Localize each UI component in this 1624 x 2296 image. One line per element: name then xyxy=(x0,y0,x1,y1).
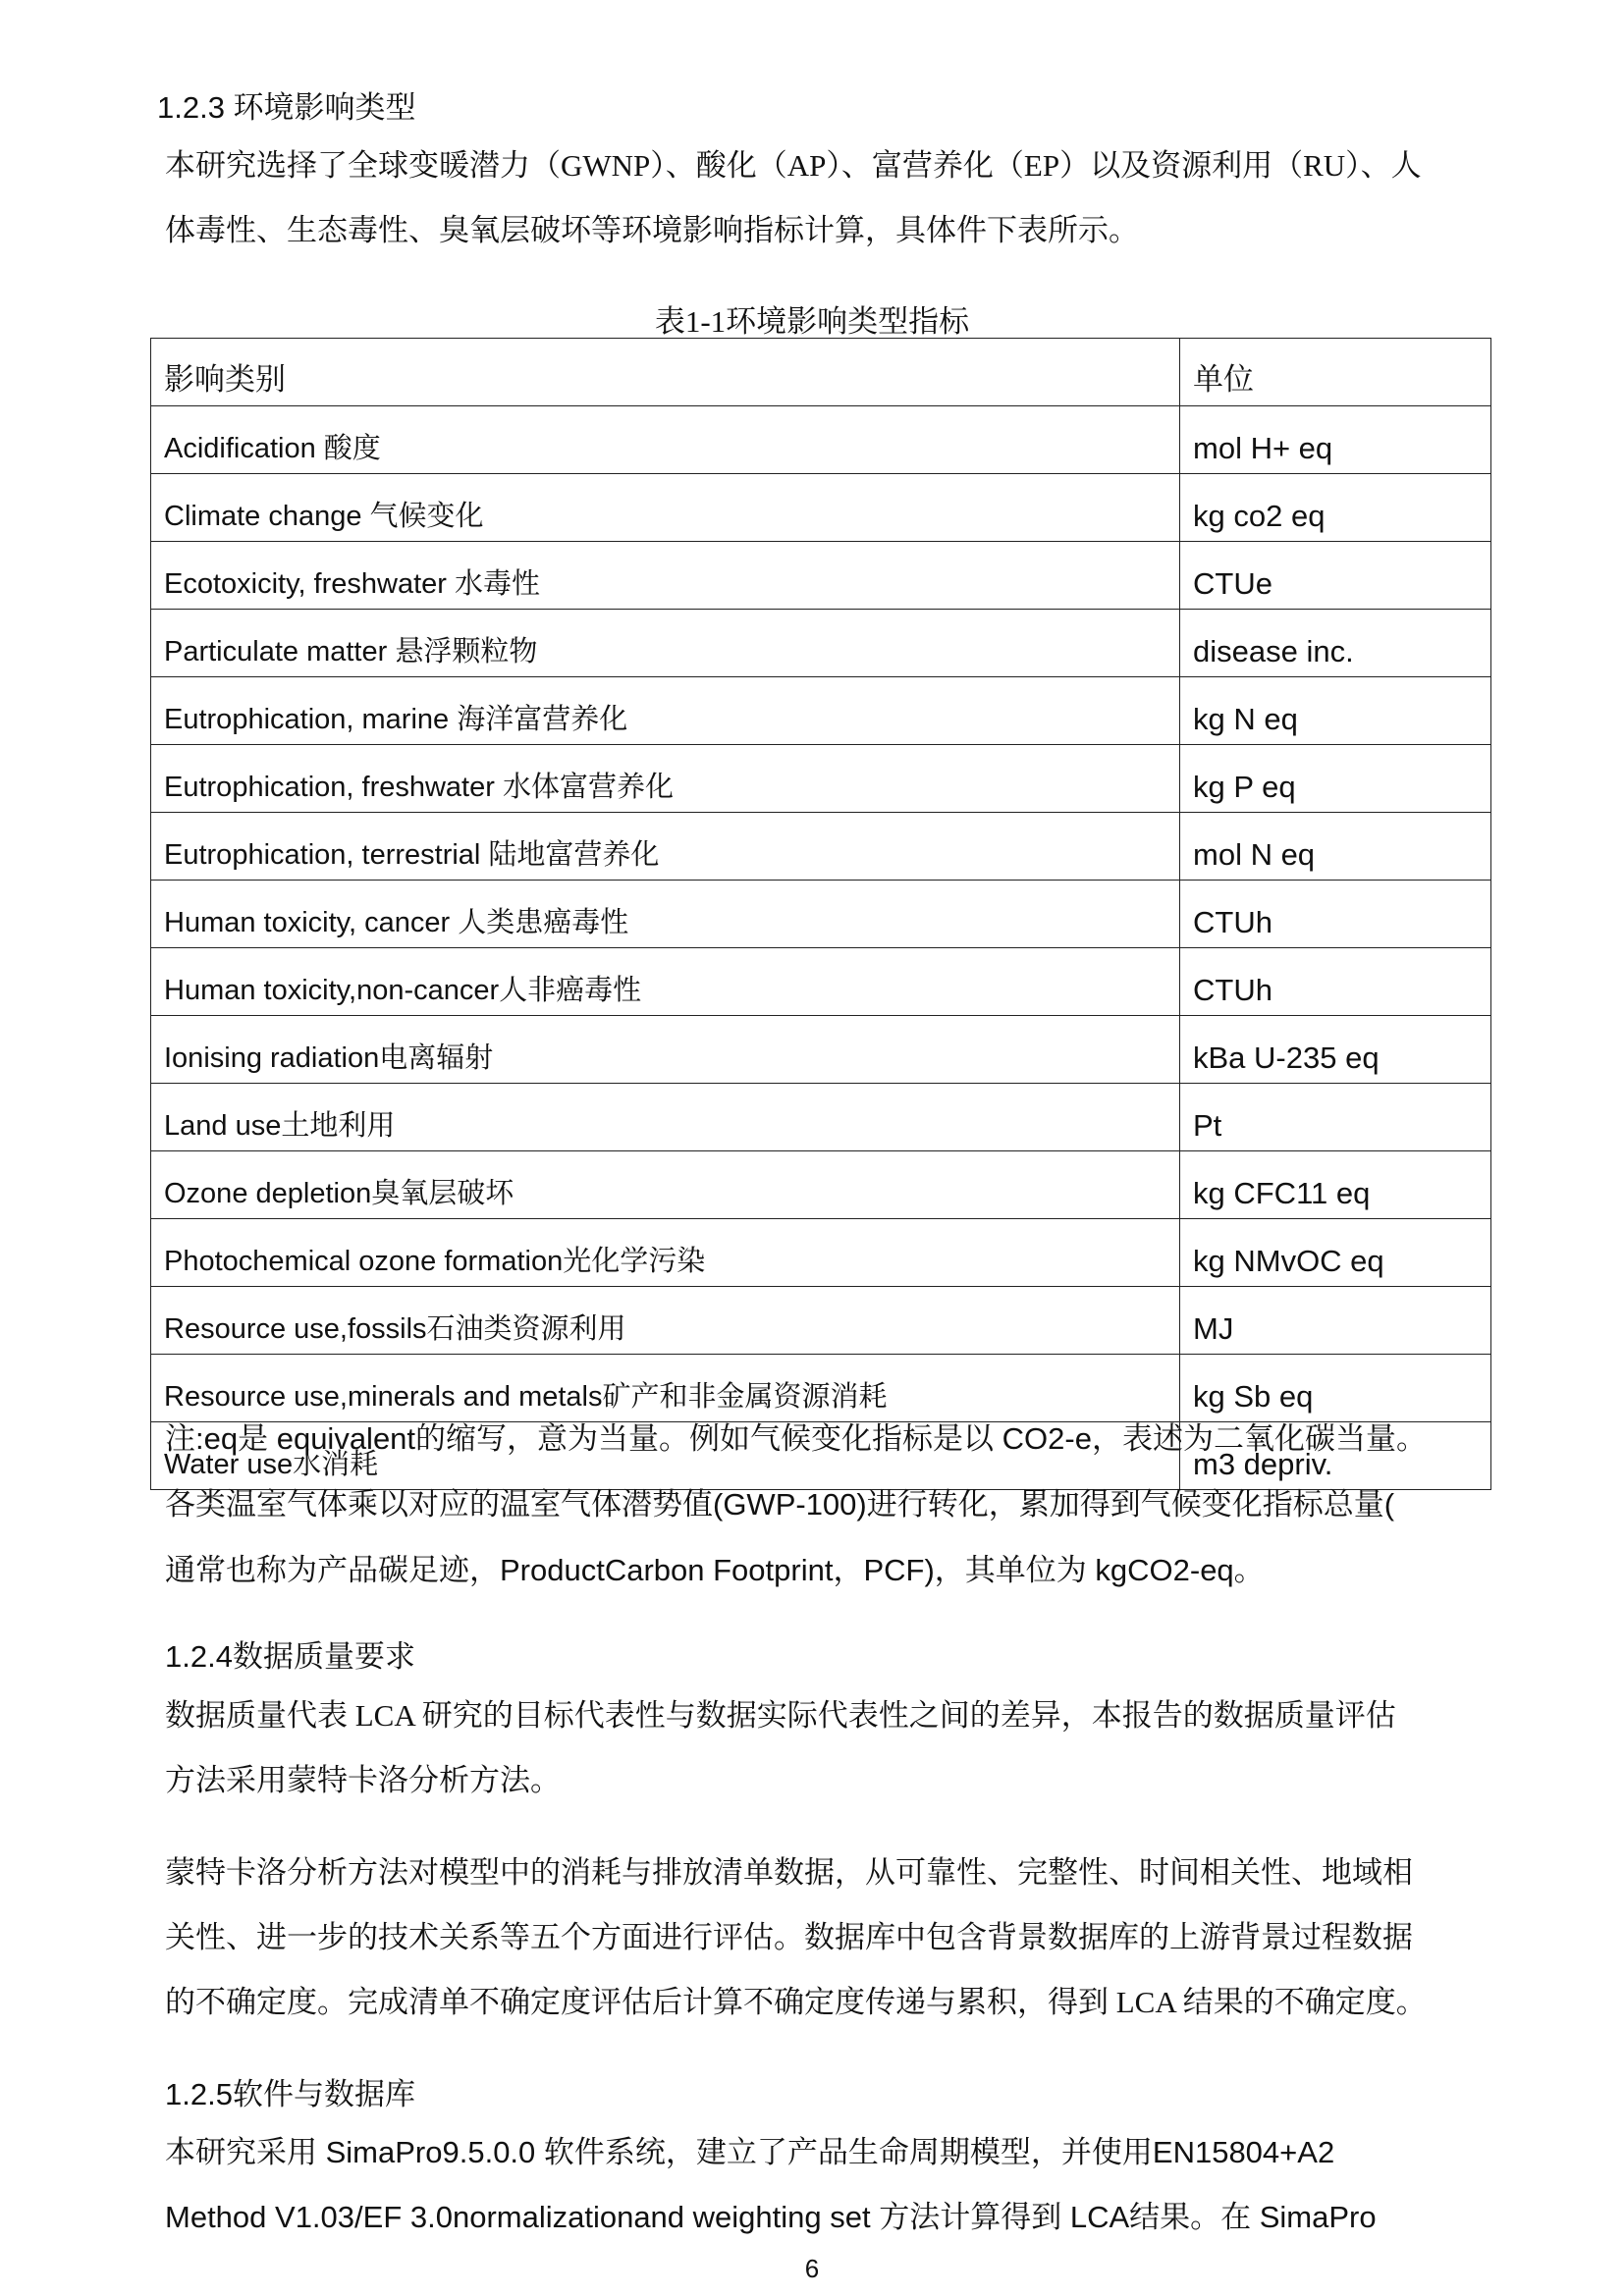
impact-category-cell: Human toxicity,non-cancer人非癌毒性 xyxy=(151,948,1180,1016)
table-row xyxy=(151,1287,1491,1355)
unit-cell: kg N eq xyxy=(1180,677,1491,745)
section-paragraph xyxy=(165,2120,1540,2250)
paragraph-line: 蒙特卡洛分析方法对模型中的消耗与排放清单数据，从可靠性、完整性、时间相关性、地域相 xyxy=(165,1855,1413,1890)
unit-cell: MJ xyxy=(1180,1287,1491,1355)
unit-cell: m3 depriv. xyxy=(1180,1422,1491,1490)
paragraph-line: 关性、进一步的技术关系等五个方面进行评估。数据库中包含背景数据库的上游背景过程数据 xyxy=(165,1920,1413,1954)
paragraph-line: 体毒性、生态毒性、臭氧层破坏等环境影响指标计算，具体件下表所示。 xyxy=(165,213,1139,247)
impact-category-table xyxy=(150,338,1491,1490)
note-line: 注:eq是 equivalent的缩写，意为当量。例如气候变化指标是以 CO2-e，表述为二氧化碳当量。 xyxy=(165,1421,1427,1456)
impact-category-cell: Photochemical ozone formation光化学污染 xyxy=(151,1219,1180,1287)
unit-cell: kg P eq xyxy=(1180,745,1491,813)
impact-category-cell: Human toxicity, cancer 人类患癌毒性 xyxy=(151,881,1180,948)
note-line: 通常也称为产品碳足迹，ProductCarbon Footprint，PCF)，其单位为 kgCO2-eq。 xyxy=(165,1553,1265,1587)
page-number: 6 xyxy=(804,2254,820,2283)
section-paragraph xyxy=(165,133,1500,263)
header-unit: 单位 xyxy=(1180,339,1491,406)
paragraph-line: 方法采用蒙特卡洛分析方法。 xyxy=(165,1763,561,1797)
table-caption: 表1-1环境影响类型指标 xyxy=(654,304,970,339)
unit-cell: mol N eq xyxy=(1180,813,1491,881)
impact-category-cell: Particulate matter 悬浮颗粒物 xyxy=(151,610,1180,677)
impact-category-cell: Water use水消耗 xyxy=(151,1422,1180,1490)
unit-cell: mol H+ eq xyxy=(1180,406,1491,474)
unit-cell: kg co2 eq xyxy=(1180,474,1491,542)
table-row xyxy=(151,948,1491,1016)
unit-cell: kg CFC11 eq xyxy=(1180,1151,1491,1219)
section-heading-1-2-3: 1.2.3 环境影响类型 xyxy=(157,90,416,125)
impact-category-cell: Resource use,minerals and metals矿产和非金属资源消耗 xyxy=(151,1355,1180,1422)
section-heading-1-2-4: 1.2.4数据质量要求 xyxy=(165,1639,415,1674)
impact-category-cell: Land use土地利用 xyxy=(151,1084,1180,1151)
paragraph-line: 本研究采用 SimaPro9.5.0.0 软件系统，建立了产品生命周期模型，并使用EN15804+A2 xyxy=(165,2135,1335,2169)
impact-category-cell: Ecotoxicity, freshwater 水毒性 xyxy=(151,542,1180,610)
impact-category-cell: Eutrophication, freshwater 水体富营养化 xyxy=(151,745,1180,813)
impact-category-cell: Eutrophication, marine 海洋富营养化 xyxy=(151,677,1180,745)
table-row xyxy=(151,542,1491,610)
header-category: 影响类别 xyxy=(151,339,1180,406)
impact-category-cell: Eutrophication, terrestrial 陆地富营养化 xyxy=(151,813,1180,881)
table-row xyxy=(151,610,1491,677)
table-row xyxy=(151,1084,1491,1151)
table-row xyxy=(151,1016,1491,1084)
table-row xyxy=(151,677,1491,745)
note-line: 各类温室气体乘以对应的温室气体潜势值(GWP-100)进行转化，累加得到气候变化指标总量( xyxy=(165,1487,1395,1522)
table-note xyxy=(165,1406,1500,1603)
section-paragraph xyxy=(165,1683,1500,1813)
unit-cell: kg NMvOC eq xyxy=(1180,1219,1491,1287)
paragraph-line: Method V1.03/EF 3.0normalizationand weighting set 方法计算得到 LCA结果。在 SimaPro xyxy=(165,2200,1377,2234)
impact-category-cell: Climate change 气候变化 xyxy=(151,474,1180,542)
unit-cell: kBa U-235 eq xyxy=(1180,1016,1491,1084)
paragraph-line: 本研究选择了全球变暖潜力（GWNP）、酸化（AP）、富营养化（EP）以及资源利用（RU）、人 xyxy=(165,148,1422,183)
section-heading-1-2-5: 1.2.5软件与数据库 xyxy=(165,2077,415,2111)
impact-category-cell: Acidification 酸度 xyxy=(151,406,1180,474)
table-row xyxy=(151,1219,1491,1287)
paragraph-line: 的不确定度。完成清单不确定度评估后计算不确定度传递与累积，得到 LCA 结果的不确定度。 xyxy=(165,1985,1427,2019)
table-row xyxy=(151,813,1491,881)
unit-cell: CTUe xyxy=(1180,542,1491,610)
impact-category-cell: Ionising radiation电离辐射 xyxy=(151,1016,1180,1084)
unit-cell: kg Sb eq xyxy=(1180,1355,1491,1422)
table-row xyxy=(151,1151,1491,1219)
unit-cell: CTUh xyxy=(1180,881,1491,948)
table-row xyxy=(151,745,1491,813)
paragraph-line: 数据质量代表 LCA 研究的目标代表性与数据实际代表性之间的差异，本报告的数据质量评估 xyxy=(165,1698,1396,1733)
table-row xyxy=(151,881,1491,948)
unit-cell: disease inc. xyxy=(1180,610,1491,677)
table-header-row xyxy=(151,339,1491,406)
unit-cell: CTUh xyxy=(1180,948,1491,1016)
table-row xyxy=(151,474,1491,542)
unit-cell: Pt xyxy=(1180,1084,1491,1151)
section-paragraph xyxy=(165,1841,1500,2035)
impact-category-cell: Ozone depletion臭氧层破坏 xyxy=(151,1151,1180,1219)
impact-category-cell: Resource use,fossils石油类资源利用 xyxy=(151,1287,1180,1355)
table-row xyxy=(151,406,1491,474)
